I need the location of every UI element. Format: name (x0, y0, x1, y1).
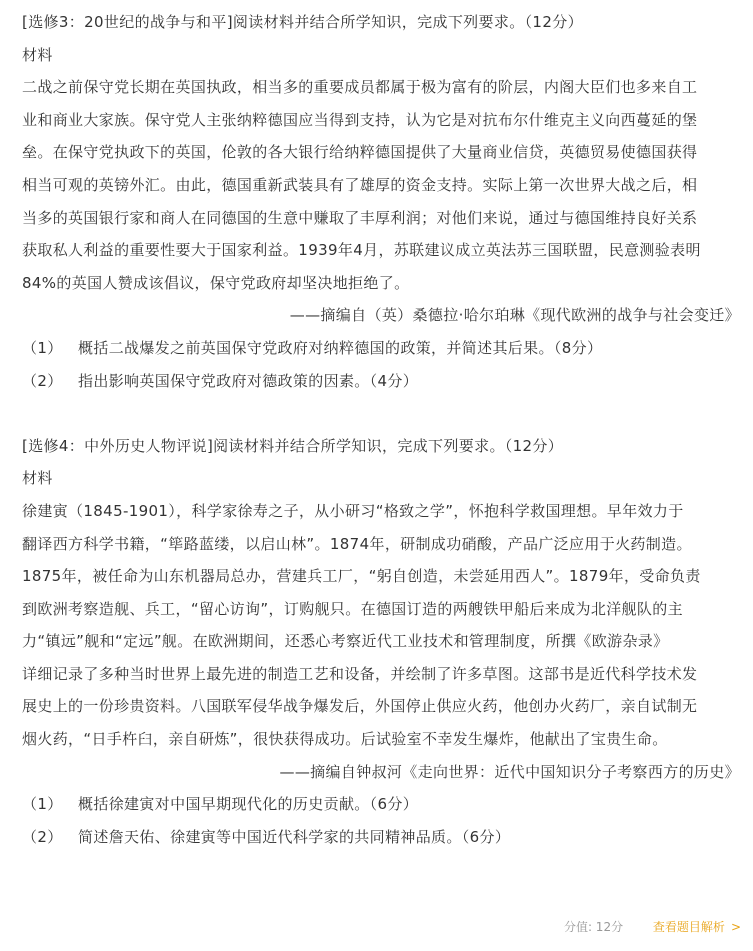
section1-question-1 (22, 332, 740, 365)
question-number: （1） (22, 338, 63, 357)
question-text: 指出影响英国保守党政府对德政策的因素。（4分） (78, 371, 419, 390)
question-number: （2） (22, 371, 63, 390)
section2-question-1 (22, 788, 740, 821)
section1-material-line: 获取私人利益的重要性要大于国家利益。1939年4月，苏联建议成立英法苏三国联盟，民意测验表明 (22, 241, 701, 260)
section2-material-line: 到欧洲考察造舰、兵工，“留心访询”，订购舰只。在德国订造的两艘铁甲船后来成为北洋舰队的主 (22, 599, 683, 618)
section1-question-2 (22, 365, 740, 398)
section1-header: [选修3：20世纪的战争与和平]阅读材料并结合所学知识，完成下列要求。（12分） (22, 13, 583, 31)
section-divider-space (22, 397, 740, 430)
chevron-right-icon: > (730, 920, 741, 934)
section1-material-line: 业和商业大家族。保守党人主张纳粹德国应当得到支持，认为它是对抗布尔什维克主义向西蔓延的堡 (22, 110, 698, 129)
question-footer (564, 919, 741, 935)
section1-material-line: 当多的英国银行家和商人在同德国的生意中赚取了丰厚利润；对他们来说，通过与德国维持良好关系 (22, 208, 698, 227)
question-text: 概括二战爆发之前英国保守党政府对纳粹德国的政策，并简述其后果。（8分） (78, 338, 603, 357)
section1-material-line: 相当可观的英镑外汇。由此，德国重新武装具有了雄厚的资金支持。实际上第一次世界大战之后，相 (22, 175, 698, 194)
section1-material-line: 二战之前保守党长期在英国执政，相当多的重要成员都属于极为富有的阶层，内阁大臣们也多来自工 (22, 78, 698, 97)
view-analysis-link[interactable] (653, 920, 741, 934)
section1-material-line: 84%的英国人赞成该倡议，保守党政府却坚决地拒绝了。 (22, 273, 410, 292)
section1-material-line: 垒。在保守党执政下的英国，伦敦的各大银行给纳粹德国提供了大量商业信贷，英德贸易使德国获得 (22, 143, 698, 162)
question-text: 概括徐建寅对中国早期现代化的历史贡献。（6分） (78, 795, 419, 814)
section2-header: [选修4：中外历史人物评说]阅读材料并结合所学知识，完成下列要求。（12分） (22, 436, 564, 455)
question-number: （1） (22, 795, 63, 814)
question-text: 简述詹天佑、徐建寅等中国近代科学家的共同精神品质。（6分） (78, 827, 511, 846)
score-label: 分值: 12分 (563, 920, 624, 934)
section2-material-line: 烟火药，“日手杵臼，亲自研炼”，很快获得成功。后试验室不幸发生爆炸，他献出了宝贵生命。 (22, 730, 668, 749)
question-number: （2） (22, 827, 63, 846)
section2-question-2 (22, 821, 740, 854)
section2-material-line: 力“镇远”舰和“定远”舰。在欧洲期间，还悉心考察近代工业技术和管理制度，所撰《欧游杂录》 (22, 632, 669, 651)
view-analysis-label: 查看题目解析 (652, 920, 725, 934)
section2-source: ——摘编自钟叔河《走向世界：近代中国知识分子考察西方的历史》 (279, 762, 740, 781)
section2-material-line: 详细记录了多种当时世界上最先进的制造工艺和设备，并绘制了许多草图。这部书是近代科学技术发 (22, 664, 698, 683)
section2-material-line: 徐建寅（1845-1901），科学家徐寿之子，从小研习“格致之学”，怀抱科学救国理想。早年效力于 (22, 501, 684, 520)
section2-material-line: 1875年，被任命为山东机器局总办，营建兵工厂，“躬自创造，未尝延用西人”。1879年，受命负责 (22, 567, 701, 586)
question-page (22, 6, 740, 853)
section2-material-line: 翻译西方科学书籍，“筚路蓝缕，以启山林”。1874年，研制成功硝酸，产品广泛应用于火药制造。 (22, 534, 692, 553)
section1-material-label: 材料 (22, 45, 53, 64)
section2-material-line: 展史上的一份珍贵资料。八国联军侵华战争爆发后，外国停止供应火药，他创办火药厂，亲自试制无 (22, 697, 698, 716)
section2-material-label: 材料 (22, 469, 53, 488)
section1-source: ——摘编自（英）桑德拉·哈尔珀琳《现代欧洲的战争与社会变迁》 (289, 306, 740, 325)
